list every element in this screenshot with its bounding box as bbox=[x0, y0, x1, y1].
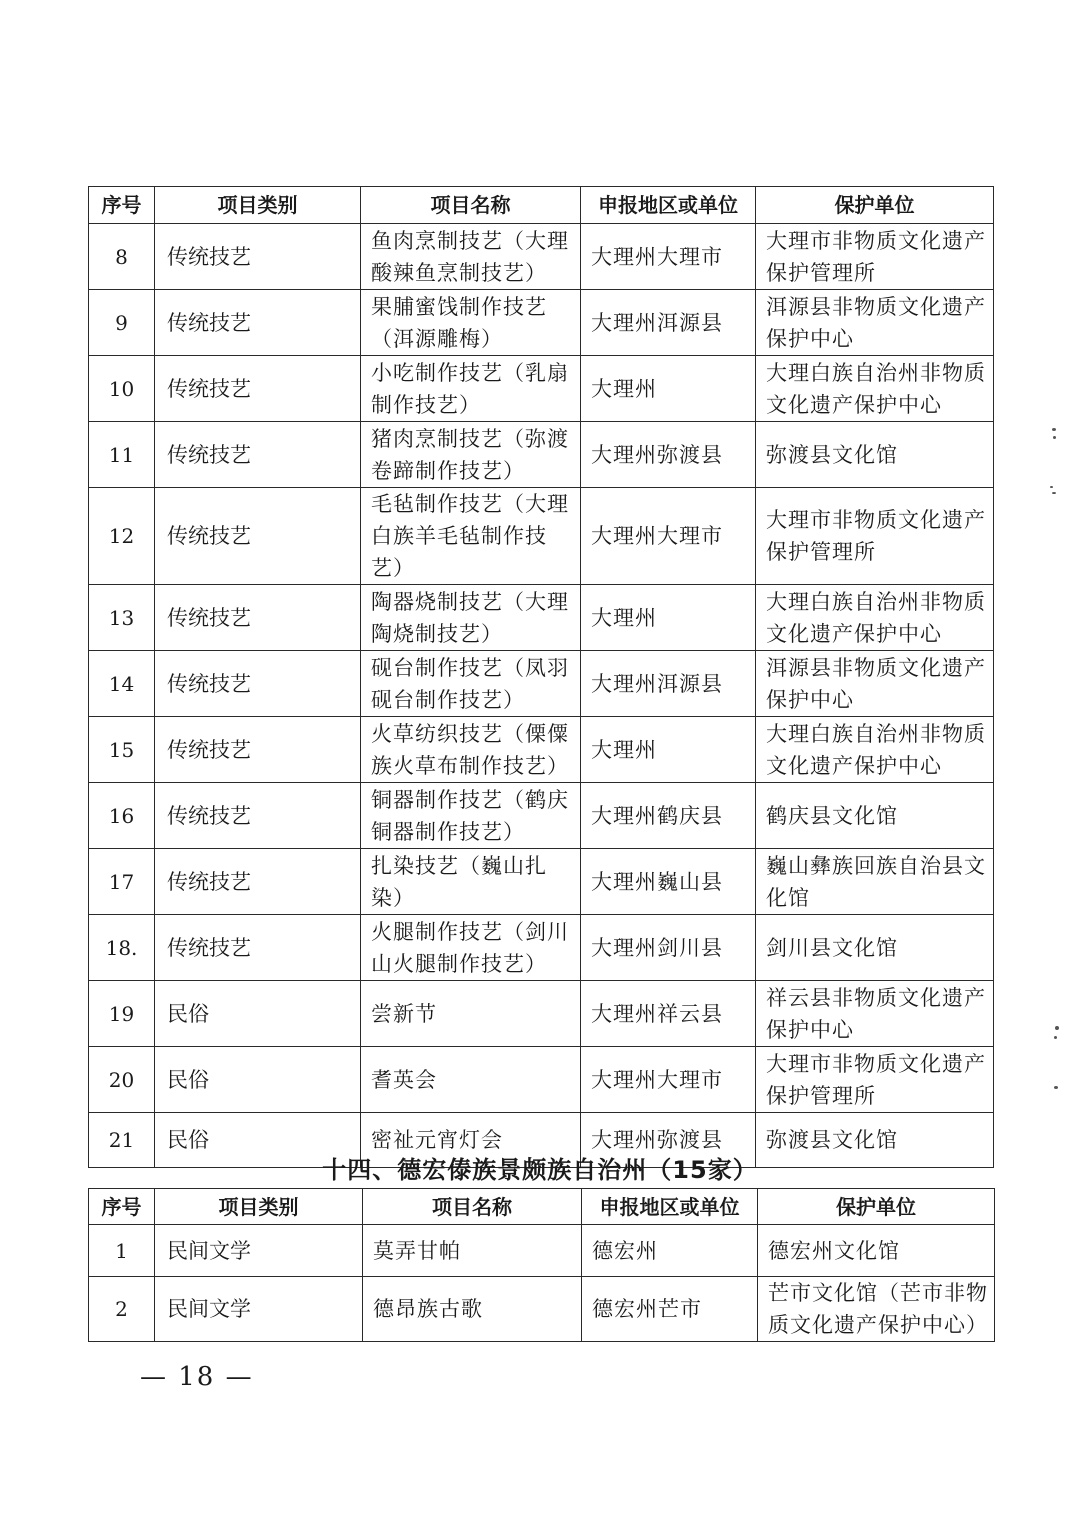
declaring-region: 大理州 bbox=[581, 585, 756, 651]
project-name: 砚台制作技艺（凤羽砚台制作技艺） bbox=[361, 651, 581, 717]
project-category: 传统技艺 bbox=[155, 290, 361, 356]
row-number: 20 bbox=[89, 1047, 155, 1113]
table-row bbox=[89, 488, 994, 585]
project-name: 小吃制作技艺（乳扇制作技艺） bbox=[361, 356, 581, 422]
declaring-region: 德宏州 bbox=[582, 1225, 758, 1277]
project-category: 传统技艺 bbox=[155, 717, 361, 783]
scan-speck bbox=[1052, 492, 1056, 494]
section-title: 十四、德宏傣族景颇族自治州（15家） bbox=[322, 1156, 758, 1184]
scan-speck bbox=[1052, 428, 1056, 431]
project-category: 民间文学 bbox=[155, 1225, 363, 1277]
declaring-region: 大理州剑川县 bbox=[581, 915, 756, 981]
protection-unit: 弥渡县文化馆 bbox=[756, 1113, 994, 1168]
protection-unit: 大理白族自治州非物质文化遗产保护中心 bbox=[756, 356, 994, 422]
declaring-region: 大理州祥云县 bbox=[581, 981, 756, 1047]
project-category: 民间文学 bbox=[155, 1277, 363, 1342]
row-number: 12 bbox=[89, 488, 155, 585]
declaring-region: 大理州弥渡县 bbox=[581, 422, 756, 488]
project-category: 传统技艺 bbox=[155, 651, 361, 717]
declaring-region: 大理州 bbox=[581, 356, 756, 422]
header-name: 项目名称 bbox=[361, 187, 581, 224]
protection-unit: 德宏州文化馆 bbox=[758, 1225, 995, 1277]
project-category: 民俗 bbox=[155, 1113, 361, 1168]
project-name: 尝新节 bbox=[361, 981, 581, 1047]
header-name: 项目名称 bbox=[363, 1189, 582, 1225]
project-category: 传统技艺 bbox=[155, 585, 361, 651]
row-number: 19 bbox=[89, 981, 155, 1047]
project-name: 铜器制作技艺（鹤庆铜器制作技艺） bbox=[361, 783, 581, 849]
protection-unit: 大理白族自治州非物质文化遗产保护中心 bbox=[756, 585, 994, 651]
row-number: 11 bbox=[89, 422, 155, 488]
heritage-table-dehong bbox=[88, 1188, 995, 1342]
protection-unit: 芒市文化馆（芒市非物质文化遗产保护中心） bbox=[758, 1277, 995, 1342]
row-number: 13 bbox=[89, 585, 155, 651]
scan-speck bbox=[1053, 436, 1056, 439]
row-number: 1 bbox=[89, 1225, 155, 1277]
header-region: 申报地区或单位 bbox=[581, 187, 756, 224]
project-category: 传统技艺 bbox=[155, 224, 361, 290]
declaring-region: 大理州大理市 bbox=[581, 1047, 756, 1113]
protection-unit: 大理白族自治州非物质文化遗产保护中心 bbox=[756, 717, 994, 783]
project-name: 火草纺织技艺（傈僳族火草布制作技艺） bbox=[361, 717, 581, 783]
table-header-row bbox=[89, 1189, 995, 1225]
row-number: 18. bbox=[89, 915, 155, 981]
project-category: 传统技艺 bbox=[155, 915, 361, 981]
protection-unit: 洱源县非物质文化遗产保护中心 bbox=[756, 651, 994, 717]
scan-speck bbox=[1054, 1036, 1057, 1039]
project-name: 火腿制作技艺（剑川山火腿制作技艺） bbox=[361, 915, 581, 981]
table-row bbox=[89, 717, 994, 783]
header-category: 项目类别 bbox=[155, 1189, 363, 1225]
project-name: 果脯蜜饯制作技艺（洱源雕梅） bbox=[361, 290, 581, 356]
declaring-region: 大理州洱源县 bbox=[581, 651, 756, 717]
protection-unit: 剑川县文化馆 bbox=[756, 915, 994, 981]
project-category: 传统技艺 bbox=[155, 849, 361, 915]
project-category: 传统技艺 bbox=[155, 356, 361, 422]
table-row bbox=[89, 1277, 995, 1342]
project-name: 密祉元宵灯会 bbox=[361, 1113, 581, 1168]
row-number: 8 bbox=[89, 224, 155, 290]
protection-unit: 鹤庆县文化馆 bbox=[756, 783, 994, 849]
heritage-table-dali bbox=[88, 186, 994, 1168]
row-number: 2 bbox=[89, 1277, 155, 1342]
project-name: 陶器烧制技艺（大理陶烧制技艺） bbox=[361, 585, 581, 651]
project-category: 传统技艺 bbox=[155, 488, 361, 585]
declaring-region: 大理州洱源县 bbox=[581, 290, 756, 356]
header-unit: 保护单位 bbox=[756, 187, 994, 224]
row-number: 16 bbox=[89, 783, 155, 849]
project-name: 耆英会 bbox=[361, 1047, 581, 1113]
table-row bbox=[89, 1047, 994, 1113]
protection-unit: 大理市非物质文化遗产保护管理所 bbox=[756, 224, 994, 290]
row-number: 14 bbox=[89, 651, 155, 717]
scan-speck bbox=[1050, 486, 1053, 488]
protection-unit: 弥渡县文化馆 bbox=[756, 422, 994, 488]
declaring-region: 大理州大理市 bbox=[581, 224, 756, 290]
table-row bbox=[89, 849, 994, 915]
table-row bbox=[89, 224, 994, 290]
table-row bbox=[89, 290, 994, 356]
header-no: 序号 bbox=[89, 1189, 155, 1225]
protection-unit: 巍山彝族回族自治县文化馆 bbox=[756, 849, 994, 915]
table-row bbox=[89, 651, 994, 717]
project-category: 民俗 bbox=[155, 1047, 361, 1113]
scan-speck bbox=[1054, 1086, 1058, 1089]
project-name: 莫弄甘帕 bbox=[363, 1225, 582, 1277]
protection-unit: 洱源县非物质文化遗产保护中心 bbox=[756, 290, 994, 356]
row-number: 9 bbox=[89, 290, 155, 356]
table-row bbox=[89, 422, 994, 488]
table-row bbox=[89, 1225, 995, 1277]
row-number: 10 bbox=[89, 356, 155, 422]
page-number: — 18 — bbox=[140, 1362, 254, 1392]
protection-unit: 大理市非物质文化遗产保护管理所 bbox=[756, 1047, 994, 1113]
table-row bbox=[89, 981, 994, 1047]
row-number: 15 bbox=[89, 717, 155, 783]
project-category: 传统技艺 bbox=[155, 783, 361, 849]
protection-unit: 祥云县非物质文化遗产保护中心 bbox=[756, 981, 994, 1047]
declaring-region: 大理州弥渡县 bbox=[581, 1113, 756, 1168]
row-number: 21 bbox=[89, 1113, 155, 1168]
project-name: 鱼肉烹制技艺（大理酸辣鱼烹制技艺） bbox=[361, 224, 581, 290]
table-row bbox=[89, 356, 994, 422]
project-name: 猪肉烹制技艺（弥渡卷蹄制作技艺） bbox=[361, 422, 581, 488]
scan-speck bbox=[1055, 1026, 1059, 1030]
project-name: 德昂族古歌 bbox=[363, 1277, 582, 1342]
declaring-region: 大理州鹤庆县 bbox=[581, 783, 756, 849]
project-name: 毛毡制作技艺（大理白族羊毛毡制作技艺） bbox=[361, 488, 581, 585]
protection-unit: 大理市非物质文化遗产保护管理所 bbox=[756, 488, 994, 585]
table-header-row bbox=[89, 187, 994, 224]
header-category: 项目类别 bbox=[155, 187, 361, 224]
declaring-region: 大理州 bbox=[581, 717, 756, 783]
header-unit: 保护单位 bbox=[758, 1189, 995, 1225]
table-row bbox=[89, 783, 994, 849]
project-category: 民俗 bbox=[155, 981, 361, 1047]
declaring-region: 大理州巍山县 bbox=[581, 849, 756, 915]
table-row bbox=[89, 915, 994, 981]
table-row bbox=[89, 585, 994, 651]
declaring-region: 德宏州芒市 bbox=[582, 1277, 758, 1342]
project-name: 扎染技艺（巍山扎染） bbox=[361, 849, 581, 915]
project-category: 传统技艺 bbox=[155, 422, 361, 488]
header-no: 序号 bbox=[89, 187, 155, 224]
header-region: 申报地区或单位 bbox=[582, 1189, 758, 1225]
row-number: 17 bbox=[89, 849, 155, 915]
declaring-region: 大理州大理市 bbox=[581, 488, 756, 585]
